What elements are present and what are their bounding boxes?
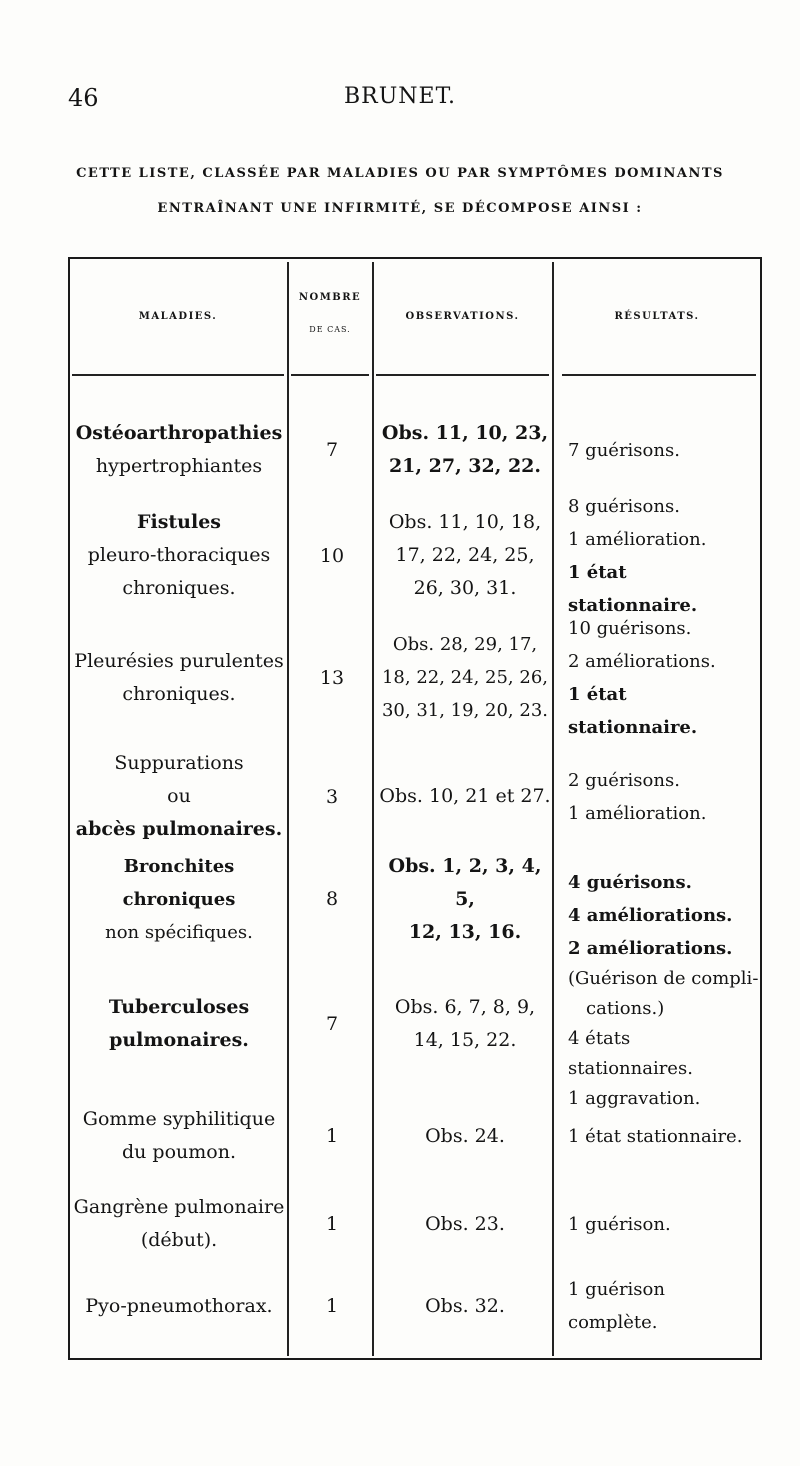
res-cell — [562, 1279, 760, 1333]
obs-line: Obs. 11, 10, 23, — [381, 422, 549, 444]
maladie-line: (début). — [140, 1229, 218, 1251]
res-line: 2 guérisons. — [568, 769, 680, 791]
obs-cell — [376, 506, 554, 605]
obs-line: Obs. 28, 29, 17, — [392, 634, 538, 655]
res-cell — [562, 617, 760, 738]
maladie-cell — [70, 855, 288, 943]
res-line: 4 guérisons. — [568, 872, 692, 893]
res-cell — [562, 1103, 760, 1169]
obs-cell — [376, 1286, 554, 1326]
maladie-cell — [70, 747, 288, 846]
res-cell — [562, 1191, 760, 1257]
maladie-line: non spécifiques. — [105, 921, 253, 943]
maladie-line: Fistules — [137, 511, 221, 533]
maladie-cell — [70, 948, 288, 1100]
maladie-line: Gangrène pulmonaire — [73, 1196, 285, 1218]
res-line: 1 guérison. — [568, 1213, 671, 1235]
res-line: 2 améliorations. — [568, 938, 733, 959]
nombre-cell: 1 — [325, 1125, 339, 1147]
header-maladies: MALADIES. — [138, 311, 218, 322]
header-resultats: RÉSULTATS. — [614, 311, 700, 322]
nombre-cell: 1 — [325, 1213, 339, 1235]
table-row — [70, 495, 760, 616]
maladie-line: Pleurésies purulentes — [74, 649, 284, 672]
nombre-cell: 3 — [325, 785, 339, 808]
obs-cell — [376, 854, 554, 943]
res-line: 1 état stationnaire. — [568, 561, 698, 616]
res-cell — [562, 938, 760, 1109]
nombre-cell: 10 — [319, 544, 345, 567]
obs-line: Obs. 24. — [425, 1124, 505, 1147]
header-observations: OBSERVATIONS. — [405, 311, 520, 322]
maladie-line: Bronchites chroniques — [122, 855, 236, 910]
obs-line: Obs. 10, 21 et 27. — [379, 785, 551, 807]
maladie-cell — [70, 1286, 288, 1326]
maladie-line: chroniques. — [122, 682, 236, 705]
obs-line: 17, 22, 24, 25, — [395, 544, 535, 566]
res-line: cations.) — [586, 998, 665, 1019]
obs-line: 30, 31, 19, 20, 23. — [381, 700, 549, 721]
obs-line: Obs. 6, 7, 8, 9, — [394, 996, 536, 1018]
obs-line: 12, 13, 16. — [408, 920, 522, 943]
header-rule — [291, 374, 369, 376]
maladie-line: pleuro-thoraciques — [87, 544, 271, 566]
res-cell — [562, 495, 760, 616]
obs-line: Obs. 32. — [425, 1294, 505, 1317]
obs-line: 18, 22, 24, 25, 26, — [381, 667, 549, 688]
obs-line: Obs. 23. — [425, 1212, 505, 1235]
table-row — [70, 417, 760, 483]
obs-cell — [376, 1103, 554, 1169]
maladie-cell — [70, 1103, 288, 1169]
running-head: BRUNET. — [343, 84, 456, 109]
table-row — [70, 938, 760, 1109]
header-nombre — [289, 292, 371, 334]
res-line: (Guérison de compli- — [568, 968, 759, 989]
header-nombre-line-2: DE CAS. — [309, 325, 351, 334]
maladie-line: hypertrophiantes — [95, 455, 263, 477]
intro-line-1: CETTE LISTE, CLASSÉE PAR MALADIES OU PAR SYMPTÔMES DOMINANTS — [76, 166, 724, 181]
maladie-line: abcès pulmonaires. — [75, 818, 283, 840]
table-row — [70, 1279, 760, 1333]
res-line: 1 état stationnaire. — [568, 1125, 743, 1147]
maladie-cell — [70, 1191, 288, 1257]
res-line: 4 états stationnaires. — [568, 1028, 693, 1079]
maladie-cell — [70, 417, 288, 483]
maladie-line: chroniques. — [122, 577, 236, 599]
res-cell — [562, 747, 760, 846]
maladie-cell — [70, 506, 288, 605]
obs-line: Obs. 11, 10, 18, — [388, 511, 542, 533]
res-line: 2 améliorations. — [568, 650, 716, 672]
res-line: 1 état stationnaire. — [568, 683, 698, 738]
obs-line: Obs. 1, 2, 3, 4, 5, — [388, 854, 542, 910]
maladie-line: pulmonaires. — [109, 1029, 249, 1051]
obs-cell — [376, 747, 554, 846]
page-number: 46 — [68, 84, 99, 112]
nombre-cell: 7 — [325, 439, 339, 461]
res-cell — [562, 417, 760, 483]
obs-line: 26, 30, 31. — [413, 577, 517, 599]
obs-line: 21, 27, 32, 22. — [388, 455, 542, 477]
res-line: 10 guérisons. — [568, 617, 692, 639]
header-rule — [376, 374, 549, 376]
res-line: 1 guérison complète. — [568, 1279, 665, 1333]
res-line: 1 amélioration. — [568, 802, 707, 824]
nombre-cell: 1 — [325, 1295, 339, 1317]
table-row — [70, 1191, 760, 1257]
res-line: 1 aggravation. — [568, 1088, 701, 1109]
obs-cell — [376, 417, 554, 483]
header-nombre-line-1: NOMBRE — [298, 292, 362, 303]
table-row — [70, 617, 760, 738]
obs-line: 14, 15, 22. — [413, 1029, 517, 1051]
maladie-line: Ostéoarthropathies — [75, 422, 283, 444]
nombre-cell: 13 — [319, 666, 345, 689]
obs-cell — [376, 948, 554, 1100]
maladie-line: ou — [167, 785, 191, 807]
res-line: 7 guérisons. — [568, 439, 680, 461]
table-row — [70, 854, 760, 943]
res-line: 1 amélioration. — [568, 528, 707, 550]
maladie-line: du poumon. — [121, 1141, 236, 1163]
intro-line-2: ENTRAÎNANT UNE INFIRMITÉ, SE DÉCOMPOSE AINSI : — [157, 201, 643, 216]
obs-cell — [376, 628, 554, 727]
res-cell — [562, 866, 760, 932]
res-line: 8 guérisons. — [568, 495, 680, 517]
header-rule — [562, 374, 756, 376]
maladie-line: Gomme syphilitique — [82, 1108, 276, 1130]
obs-cell — [376, 1191, 554, 1257]
nombre-cell: 7 — [325, 1013, 339, 1035]
maladie-line: Pyo-pneumothorax. — [85, 1294, 273, 1317]
table-row — [70, 1103, 760, 1169]
maladie-line: Suppurations — [114, 752, 244, 774]
table-row — [70, 747, 760, 846]
maladie-line: Tuberculoses — [108, 996, 250, 1018]
maladie-cell — [70, 628, 288, 727]
res-line: 4 améliorations. — [568, 905, 733, 926]
header-rule — [72, 374, 284, 376]
nombre-cell: 8 — [325, 888, 339, 910]
